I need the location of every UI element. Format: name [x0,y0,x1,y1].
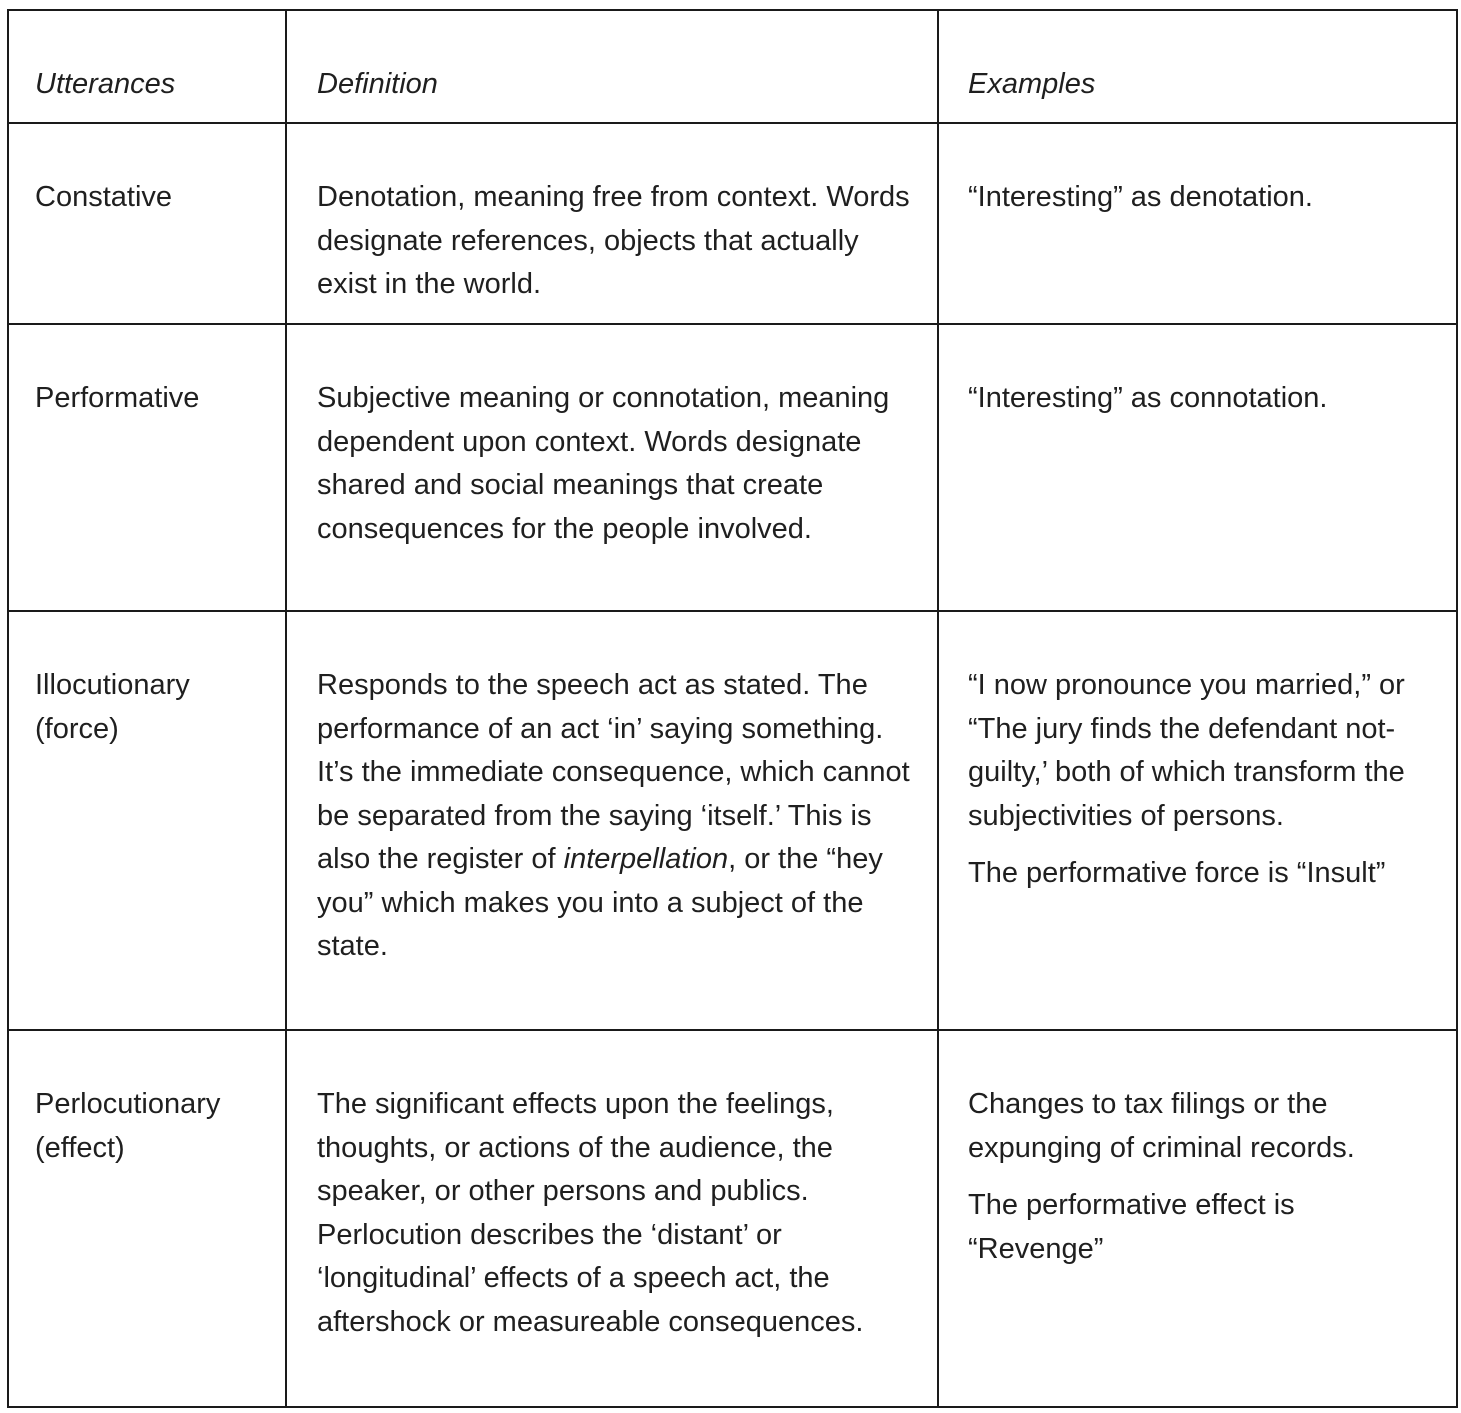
example-paragraph: The performative force is “Insult” [968,857,1386,889]
definition-emphasis: interpellation [563,843,729,875]
definition-text-a: Responds to the speech act as stated. The performance of an act ‘in’ saying something. It’s the immediate consequence, which cannot be separated from the saying ‘itself.’ This is also the register of [317,669,910,875]
header-examples: Examples [938,10,1457,123]
definition-text-b: , or the “hey you” which makes you into a subject of the state. [317,843,883,962]
row-term-text: Illocutionary (force) [35,669,190,745]
example-paragraph: The performative effect is “Revenge” [968,1189,1295,1265]
row-definition: The significant effects upon the feelings, thoughts, or actions of the audience, the speaker, or other persons and publics. Perlocution describes the ‘distant’ or ‘longitudinal’ effects of a speech act, the aftershock or measureable consequences. [286,1030,938,1407]
row-definition: Subjective meaning or connotation, meaning dependent upon context. Words designate shared and social meanings that create consequences for the people involved. [286,324,938,611]
utterances-table [7,9,1458,1408]
example-paragraph: “I now pronounce you married,” or “The jury finds the defendant not-guilty,’ both of which transform the subjectivities of persons. [968,669,1405,832]
row-example [938,1030,1457,1407]
table-row [8,611,1457,1030]
table-row [8,324,1457,611]
row-term: Performative [8,324,286,611]
header-definition: Definition [286,10,938,123]
table-row [8,1030,1457,1407]
row-example [938,611,1457,1030]
row-example: “Interesting” as connotation. [938,324,1457,611]
row-example: “Interesting” as denotation. [938,123,1457,324]
header-utterances: Utterances [8,10,286,123]
table-header-row [8,10,1457,123]
row-definition: Denotation, meaning free from context. Words designate references, objects that actually exist in the world. [286,123,938,324]
row-term [8,611,286,1030]
row-term: Constative [8,123,286,324]
table-row [8,123,1457,324]
example-paragraph: Changes to tax filings or the expunging of criminal records. [968,1088,1355,1164]
row-definition [286,611,938,1030]
row-term: Perlocutionary (effect) [8,1030,286,1407]
